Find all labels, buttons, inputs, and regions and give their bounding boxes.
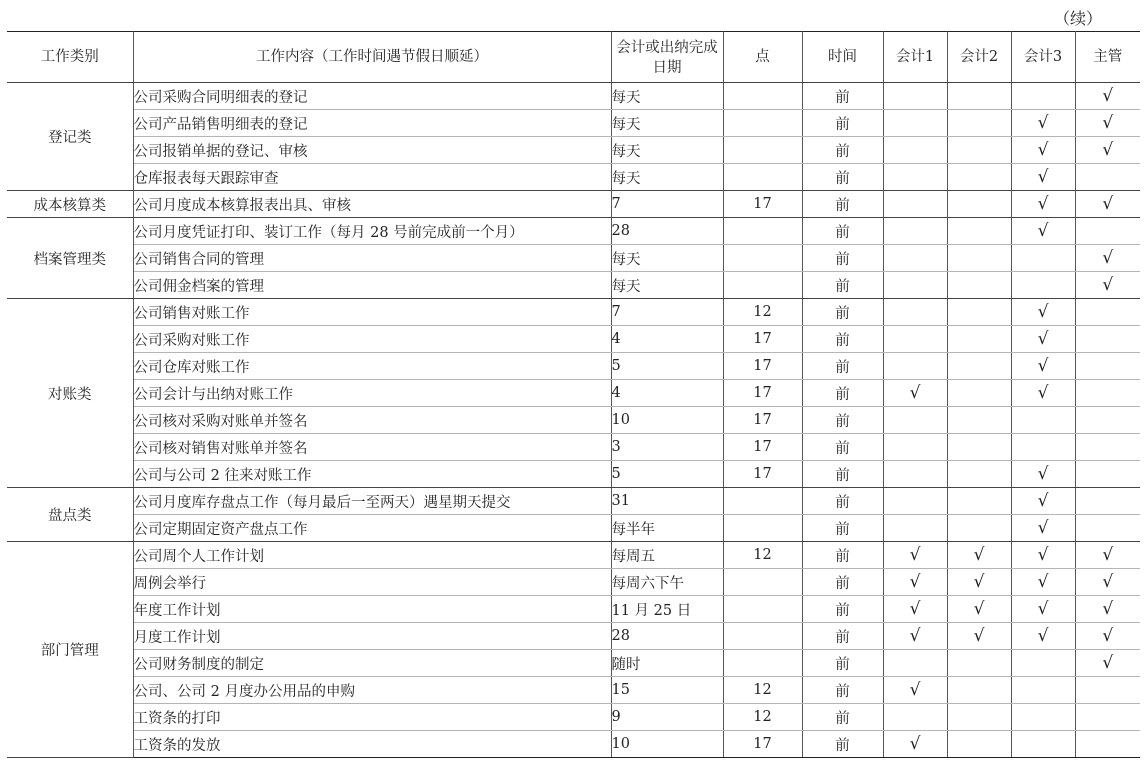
date-cell: 7 — [611, 191, 723, 218]
check-mark-icon: √ — [1102, 275, 1114, 295]
mark-supervisor — [1075, 623, 1140, 650]
mark-accountant-3 — [1011, 137, 1075, 164]
table-header — [7, 32, 1140, 83]
content-cell: 公司与公司 2 往来对账工作 — [133, 461, 611, 488]
point-cell: 12 — [723, 542, 802, 569]
header-supervisor: 主管 — [1075, 32, 1140, 83]
point-cell: 17 — [723, 407, 802, 434]
point-cell — [723, 650, 802, 677]
table-body — [7, 83, 1140, 758]
check-mark-icon: √ — [1037, 167, 1049, 187]
table-row — [7, 677, 1140, 704]
table-row — [7, 272, 1140, 299]
content-cell: 公司销售对账工作 — [133, 299, 611, 326]
mark-supervisor — [1075, 137, 1140, 164]
point-cell — [723, 272, 802, 299]
content-cell: 公司报销单据的登记、审核 — [133, 137, 611, 164]
mark-supervisor — [1075, 245, 1140, 272]
mark-supervisor — [1075, 542, 1140, 569]
mark-supervisor — [1075, 272, 1140, 299]
date-cell: 5 — [611, 461, 723, 488]
check-mark-icon: √ — [1037, 383, 1049, 403]
table-row — [7, 245, 1140, 272]
point-cell: 17 — [723, 434, 802, 461]
check-mark-icon: √ — [1102, 545, 1114, 565]
mark-accountant-3 — [1011, 110, 1075, 137]
time-cell: 前 — [802, 164, 883, 191]
mark-accountant-1 — [883, 380, 947, 407]
date-cell: 随时 — [611, 650, 723, 677]
check-mark-icon: √ — [973, 626, 985, 646]
table-row — [7, 650, 1140, 677]
point-cell: 17 — [723, 461, 802, 488]
time-cell: 前 — [802, 299, 883, 326]
content-cell: 公司核对销售对账单并签名 — [133, 434, 611, 461]
mark-supervisor — [1075, 353, 1140, 380]
date-cell: 9 — [611, 704, 723, 731]
mark-accountant-1 — [883, 110, 947, 137]
mark-accountant-2 — [947, 515, 1011, 542]
mark-accountant-1 — [883, 731, 947, 758]
mark-accountant-1 — [883, 704, 947, 731]
point-cell — [723, 137, 802, 164]
check-mark-icon: √ — [909, 383, 921, 403]
mark-accountant-3 — [1011, 623, 1075, 650]
time-cell: 前 — [802, 488, 883, 515]
table-row — [7, 596, 1140, 623]
check-mark-icon: √ — [1102, 140, 1114, 160]
table-row — [7, 137, 1140, 164]
mark-supervisor — [1075, 83, 1140, 110]
time-cell: 前 — [802, 677, 883, 704]
table-row — [7, 164, 1140, 191]
date-cell: 每周六下午 — [611, 569, 723, 596]
date-cell: 10 — [611, 731, 723, 758]
date-cell: 每天 — [611, 272, 723, 299]
check-mark-icon: √ — [973, 545, 985, 565]
mark-accountant-2 — [947, 137, 1011, 164]
content-cell: 公司会计与出纳对账工作 — [133, 380, 611, 407]
mark-accountant-3 — [1011, 272, 1075, 299]
check-mark-icon: √ — [1037, 113, 1049, 133]
time-cell: 前 — [802, 569, 883, 596]
mark-supervisor — [1075, 569, 1140, 596]
category-cell: 成本核算类 — [7, 191, 133, 218]
mark-accountant-1 — [883, 434, 947, 461]
mark-accountant-1 — [883, 164, 947, 191]
mark-accountant-1 — [883, 542, 947, 569]
date-cell: 10 — [611, 407, 723, 434]
time-cell: 前 — [802, 137, 883, 164]
content-cell: 工资条的打印 — [133, 704, 611, 731]
mark-accountant-3 — [1011, 407, 1075, 434]
mark-accountant-2 — [947, 326, 1011, 353]
header-accountant-1: 会计1 — [883, 32, 947, 83]
check-mark-icon: √ — [1102, 599, 1114, 619]
time-cell: 前 — [802, 218, 883, 245]
check-mark-icon: √ — [1037, 572, 1049, 592]
mark-supervisor — [1075, 461, 1140, 488]
date-cell: 28 — [611, 623, 723, 650]
mark-accountant-3 — [1011, 677, 1075, 704]
mark-accountant-2 — [947, 434, 1011, 461]
header-point: 点 — [723, 32, 802, 83]
mark-supervisor — [1075, 596, 1140, 623]
mark-accountant-1 — [883, 191, 947, 218]
content-cell: 月度工作计划 — [133, 623, 611, 650]
check-mark-icon: √ — [1037, 599, 1049, 619]
time-cell: 前 — [802, 704, 883, 731]
table-row — [7, 461, 1140, 488]
mark-accountant-3 — [1011, 164, 1075, 191]
mark-accountant-2 — [947, 704, 1011, 731]
point-cell: 12 — [723, 704, 802, 731]
mark-supervisor — [1075, 704, 1140, 731]
category-cell: 档案管理类 — [7, 218, 133, 299]
mark-accountant-3 — [1011, 218, 1075, 245]
date-cell: 每天 — [611, 137, 723, 164]
table-row — [7, 353, 1140, 380]
check-mark-icon: √ — [1102, 194, 1114, 214]
point-cell — [723, 596, 802, 623]
time-cell: 前 — [802, 110, 883, 137]
mark-accountant-2 — [947, 245, 1011, 272]
mark-accountant-2 — [947, 218, 1011, 245]
header-accountant-2: 会计2 — [947, 32, 1011, 83]
mark-accountant-3 — [1011, 596, 1075, 623]
mark-accountant-2 — [947, 623, 1011, 650]
table-row — [7, 218, 1140, 245]
date-cell: 15 — [611, 677, 723, 704]
check-mark-icon: √ — [1102, 113, 1114, 133]
mark-accountant-2 — [947, 731, 1011, 758]
time-cell: 前 — [802, 191, 883, 218]
point-cell: 17 — [723, 326, 802, 353]
content-cell: 工资条的发放 — [133, 731, 611, 758]
header-time: 时间 — [802, 32, 883, 83]
check-mark-icon: √ — [1102, 572, 1114, 592]
mark-supervisor — [1075, 164, 1140, 191]
date-cell: 每天 — [611, 110, 723, 137]
mark-accountant-1 — [883, 353, 947, 380]
check-mark-icon: √ — [909, 680, 921, 700]
point-cell — [723, 110, 802, 137]
time-cell: 前 — [802, 245, 883, 272]
content-cell: 公司采购对账工作 — [133, 326, 611, 353]
date-cell: 5 — [611, 353, 723, 380]
content-cell: 公司仓库对账工作 — [133, 353, 611, 380]
check-mark-icon: √ — [1037, 221, 1049, 241]
mark-accountant-2 — [947, 191, 1011, 218]
check-mark-icon: √ — [1037, 464, 1049, 484]
mark-accountant-1 — [883, 569, 947, 596]
mark-accountant-3 — [1011, 461, 1075, 488]
date-cell: 每半年 — [611, 515, 723, 542]
mark-accountant-1 — [883, 596, 947, 623]
point-cell: 17 — [723, 191, 802, 218]
time-cell: 前 — [802, 353, 883, 380]
mark-accountant-2 — [947, 596, 1011, 623]
content-cell: 公司产品销售明细表的登记 — [133, 110, 611, 137]
mark-accountant-2 — [947, 650, 1011, 677]
mark-accountant-2 — [947, 299, 1011, 326]
check-mark-icon: √ — [1037, 491, 1049, 511]
table-row — [7, 569, 1140, 596]
date-cell: 31 — [611, 488, 723, 515]
point-cell — [723, 164, 802, 191]
mark-accountant-3 — [1011, 731, 1075, 758]
continued-label: （续） — [1053, 9, 1102, 28]
check-mark-icon: √ — [1037, 140, 1049, 160]
time-cell: 前 — [802, 461, 883, 488]
content-cell: 公司佣金档案的管理 — [133, 272, 611, 299]
table-row — [7, 488, 1140, 515]
mark-accountant-1 — [883, 83, 947, 110]
mark-accountant-2 — [947, 407, 1011, 434]
point-cell — [723, 488, 802, 515]
mark-accountant-2 — [947, 164, 1011, 191]
mark-accountant-2 — [947, 353, 1011, 380]
mark-accountant-1 — [883, 461, 947, 488]
table-row — [7, 380, 1140, 407]
table-row — [7, 326, 1140, 353]
mark-supervisor — [1075, 191, 1140, 218]
time-cell: 前 — [802, 515, 883, 542]
mark-accountant-3 — [1011, 542, 1075, 569]
mark-accountant-1 — [883, 677, 947, 704]
mark-accountant-3 — [1011, 83, 1075, 110]
mark-supervisor — [1075, 326, 1140, 353]
mark-supervisor — [1075, 434, 1140, 461]
point-cell: 12 — [723, 299, 802, 326]
category-cell: 部门管理 — [7, 542, 133, 758]
table-row — [7, 434, 1140, 461]
point-cell: 12 — [723, 677, 802, 704]
mark-accountant-1 — [883, 515, 947, 542]
point-cell: 17 — [723, 353, 802, 380]
time-cell: 前 — [802, 326, 883, 353]
table-row — [7, 542, 1140, 569]
mark-accountant-1 — [883, 218, 947, 245]
header-row — [7, 32, 1140, 83]
point-cell — [723, 218, 802, 245]
date-cell: 4 — [611, 380, 723, 407]
time-cell: 前 — [802, 731, 883, 758]
mark-accountant-2 — [947, 272, 1011, 299]
date-cell: 7 — [611, 299, 723, 326]
table-row — [7, 515, 1140, 542]
date-cell: 每天 — [611, 83, 723, 110]
check-mark-icon: √ — [1037, 194, 1049, 214]
content-cell: 公司核对采购对账单并签名 — [133, 407, 611, 434]
check-mark-icon: √ — [1102, 86, 1114, 106]
mark-accountant-2 — [947, 542, 1011, 569]
date-cell: 11 月 25 日 — [611, 596, 723, 623]
point-cell — [723, 83, 802, 110]
mark-accountant-1 — [883, 137, 947, 164]
mark-supervisor — [1075, 650, 1140, 677]
mark-supervisor — [1075, 299, 1140, 326]
mark-accountant-2 — [947, 488, 1011, 515]
table-row — [7, 623, 1140, 650]
check-mark-icon: √ — [1037, 626, 1049, 646]
mark-supervisor — [1075, 677, 1140, 704]
mark-accountant-3 — [1011, 380, 1075, 407]
check-mark-icon: √ — [909, 626, 921, 646]
mark-accountant-1 — [883, 245, 947, 272]
category-cell: 登记类 — [7, 83, 133, 191]
category-cell: 盘点类 — [7, 488, 133, 542]
header-category: 工作类别 — [7, 32, 133, 83]
content-cell: 公司、公司 2 月度办公用品的申购 — [133, 677, 611, 704]
mark-supervisor — [1075, 380, 1140, 407]
mark-accountant-3 — [1011, 650, 1075, 677]
date-cell: 每周五 — [611, 542, 723, 569]
content-cell: 年度工作计划 — [133, 596, 611, 623]
time-cell: 前 — [802, 407, 883, 434]
mark-supervisor — [1075, 515, 1140, 542]
header-content: 工作内容（工作时间遇节假日顺延） — [133, 32, 611, 83]
check-mark-icon: √ — [909, 572, 921, 592]
mark-accountant-2 — [947, 569, 1011, 596]
mark-accountant-1 — [883, 272, 947, 299]
header-completion-date: 会计或出纳完成日期 — [611, 32, 723, 83]
table-row — [7, 191, 1140, 218]
table-row — [7, 407, 1140, 434]
check-mark-icon: √ — [1037, 356, 1049, 376]
check-mark-icon: √ — [1037, 329, 1049, 349]
time-cell: 前 — [802, 380, 883, 407]
table-row — [7, 731, 1140, 758]
time-cell: 前 — [802, 596, 883, 623]
mark-accountant-3 — [1011, 191, 1075, 218]
mark-accountant-1 — [883, 488, 947, 515]
mark-accountant-3 — [1011, 488, 1075, 515]
mark-accountant-2 — [947, 83, 1011, 110]
point-cell: 17 — [723, 380, 802, 407]
date-cell: 28 — [611, 218, 723, 245]
mark-accountant-1 — [883, 650, 947, 677]
mark-supervisor — [1075, 218, 1140, 245]
mark-accountant-3 — [1011, 434, 1075, 461]
check-mark-icon: √ — [1037, 302, 1049, 322]
point-cell — [723, 515, 802, 542]
category-cell: 对账类 — [7, 299, 133, 488]
point-cell — [723, 623, 802, 650]
date-cell: 每天 — [611, 164, 723, 191]
content-cell: 公司定期固定资产盘点工作 — [133, 515, 611, 542]
mark-accountant-3 — [1011, 326, 1075, 353]
point-cell — [723, 569, 802, 596]
check-mark-icon: √ — [909, 734, 921, 754]
date-cell: 3 — [611, 434, 723, 461]
check-mark-icon: √ — [1037, 518, 1049, 538]
mark-supervisor — [1075, 110, 1140, 137]
check-mark-icon: √ — [1102, 626, 1114, 646]
time-cell: 前 — [802, 83, 883, 110]
content-cell: 公司采购合同明细表的登记 — [133, 83, 611, 110]
content-cell: 公司销售合同的管理 — [133, 245, 611, 272]
mark-accountant-1 — [883, 326, 947, 353]
mark-accountant-3 — [1011, 515, 1075, 542]
content-cell: 公司月度凭证打印、装订工作（每月 28 号前完成前一个月） — [133, 218, 611, 245]
content-cell: 周例会举行 — [133, 569, 611, 596]
check-mark-icon: √ — [909, 599, 921, 619]
point-cell — [723, 245, 802, 272]
content-cell: 公司月度库存盘点工作（每月最后一至两天）遇星期天提交 — [133, 488, 611, 515]
mark-accountant-3 — [1011, 299, 1075, 326]
check-mark-icon: √ — [973, 599, 985, 619]
check-mark-icon: √ — [1102, 248, 1114, 268]
mark-accountant-2 — [947, 380, 1011, 407]
duty-table — [7, 31, 1140, 758]
table-row — [7, 299, 1140, 326]
mark-accountant-3 — [1011, 569, 1075, 596]
table-row — [7, 110, 1140, 137]
mark-accountant-2 — [947, 677, 1011, 704]
mark-supervisor — [1075, 488, 1140, 515]
header-accountant-3: 会计3 — [1011, 32, 1075, 83]
mark-supervisor — [1075, 407, 1140, 434]
date-cell: 每天 — [611, 245, 723, 272]
mark-supervisor — [1075, 731, 1140, 758]
check-mark-icon: √ — [909, 545, 921, 565]
point-cell: 17 — [723, 731, 802, 758]
mark-accountant-3 — [1011, 704, 1075, 731]
table-row — [7, 83, 1140, 110]
check-mark-icon: √ — [1037, 545, 1049, 565]
mark-accountant-1 — [883, 407, 947, 434]
content-cell: 公司周个人工作计划 — [133, 542, 611, 569]
date-cell: 4 — [611, 326, 723, 353]
check-mark-icon: √ — [1102, 653, 1114, 673]
time-cell: 前 — [802, 650, 883, 677]
time-cell: 前 — [802, 623, 883, 650]
time-cell: 前 — [802, 434, 883, 461]
time-cell: 前 — [802, 542, 883, 569]
mark-accountant-3 — [1011, 353, 1075, 380]
content-cell: 仓库报表每天跟踪审查 — [133, 164, 611, 191]
mark-accountant-1 — [883, 623, 947, 650]
mark-accountant-3 — [1011, 245, 1075, 272]
content-cell: 公司财务制度的制定 — [133, 650, 611, 677]
check-mark-icon: √ — [973, 572, 985, 592]
mark-accountant-1 — [883, 299, 947, 326]
time-cell: 前 — [802, 272, 883, 299]
mark-accountant-2 — [947, 110, 1011, 137]
mark-accountant-2 — [947, 461, 1011, 488]
table-row — [7, 704, 1140, 731]
content-cell: 公司月度成本核算报表出具、审核 — [133, 191, 611, 218]
